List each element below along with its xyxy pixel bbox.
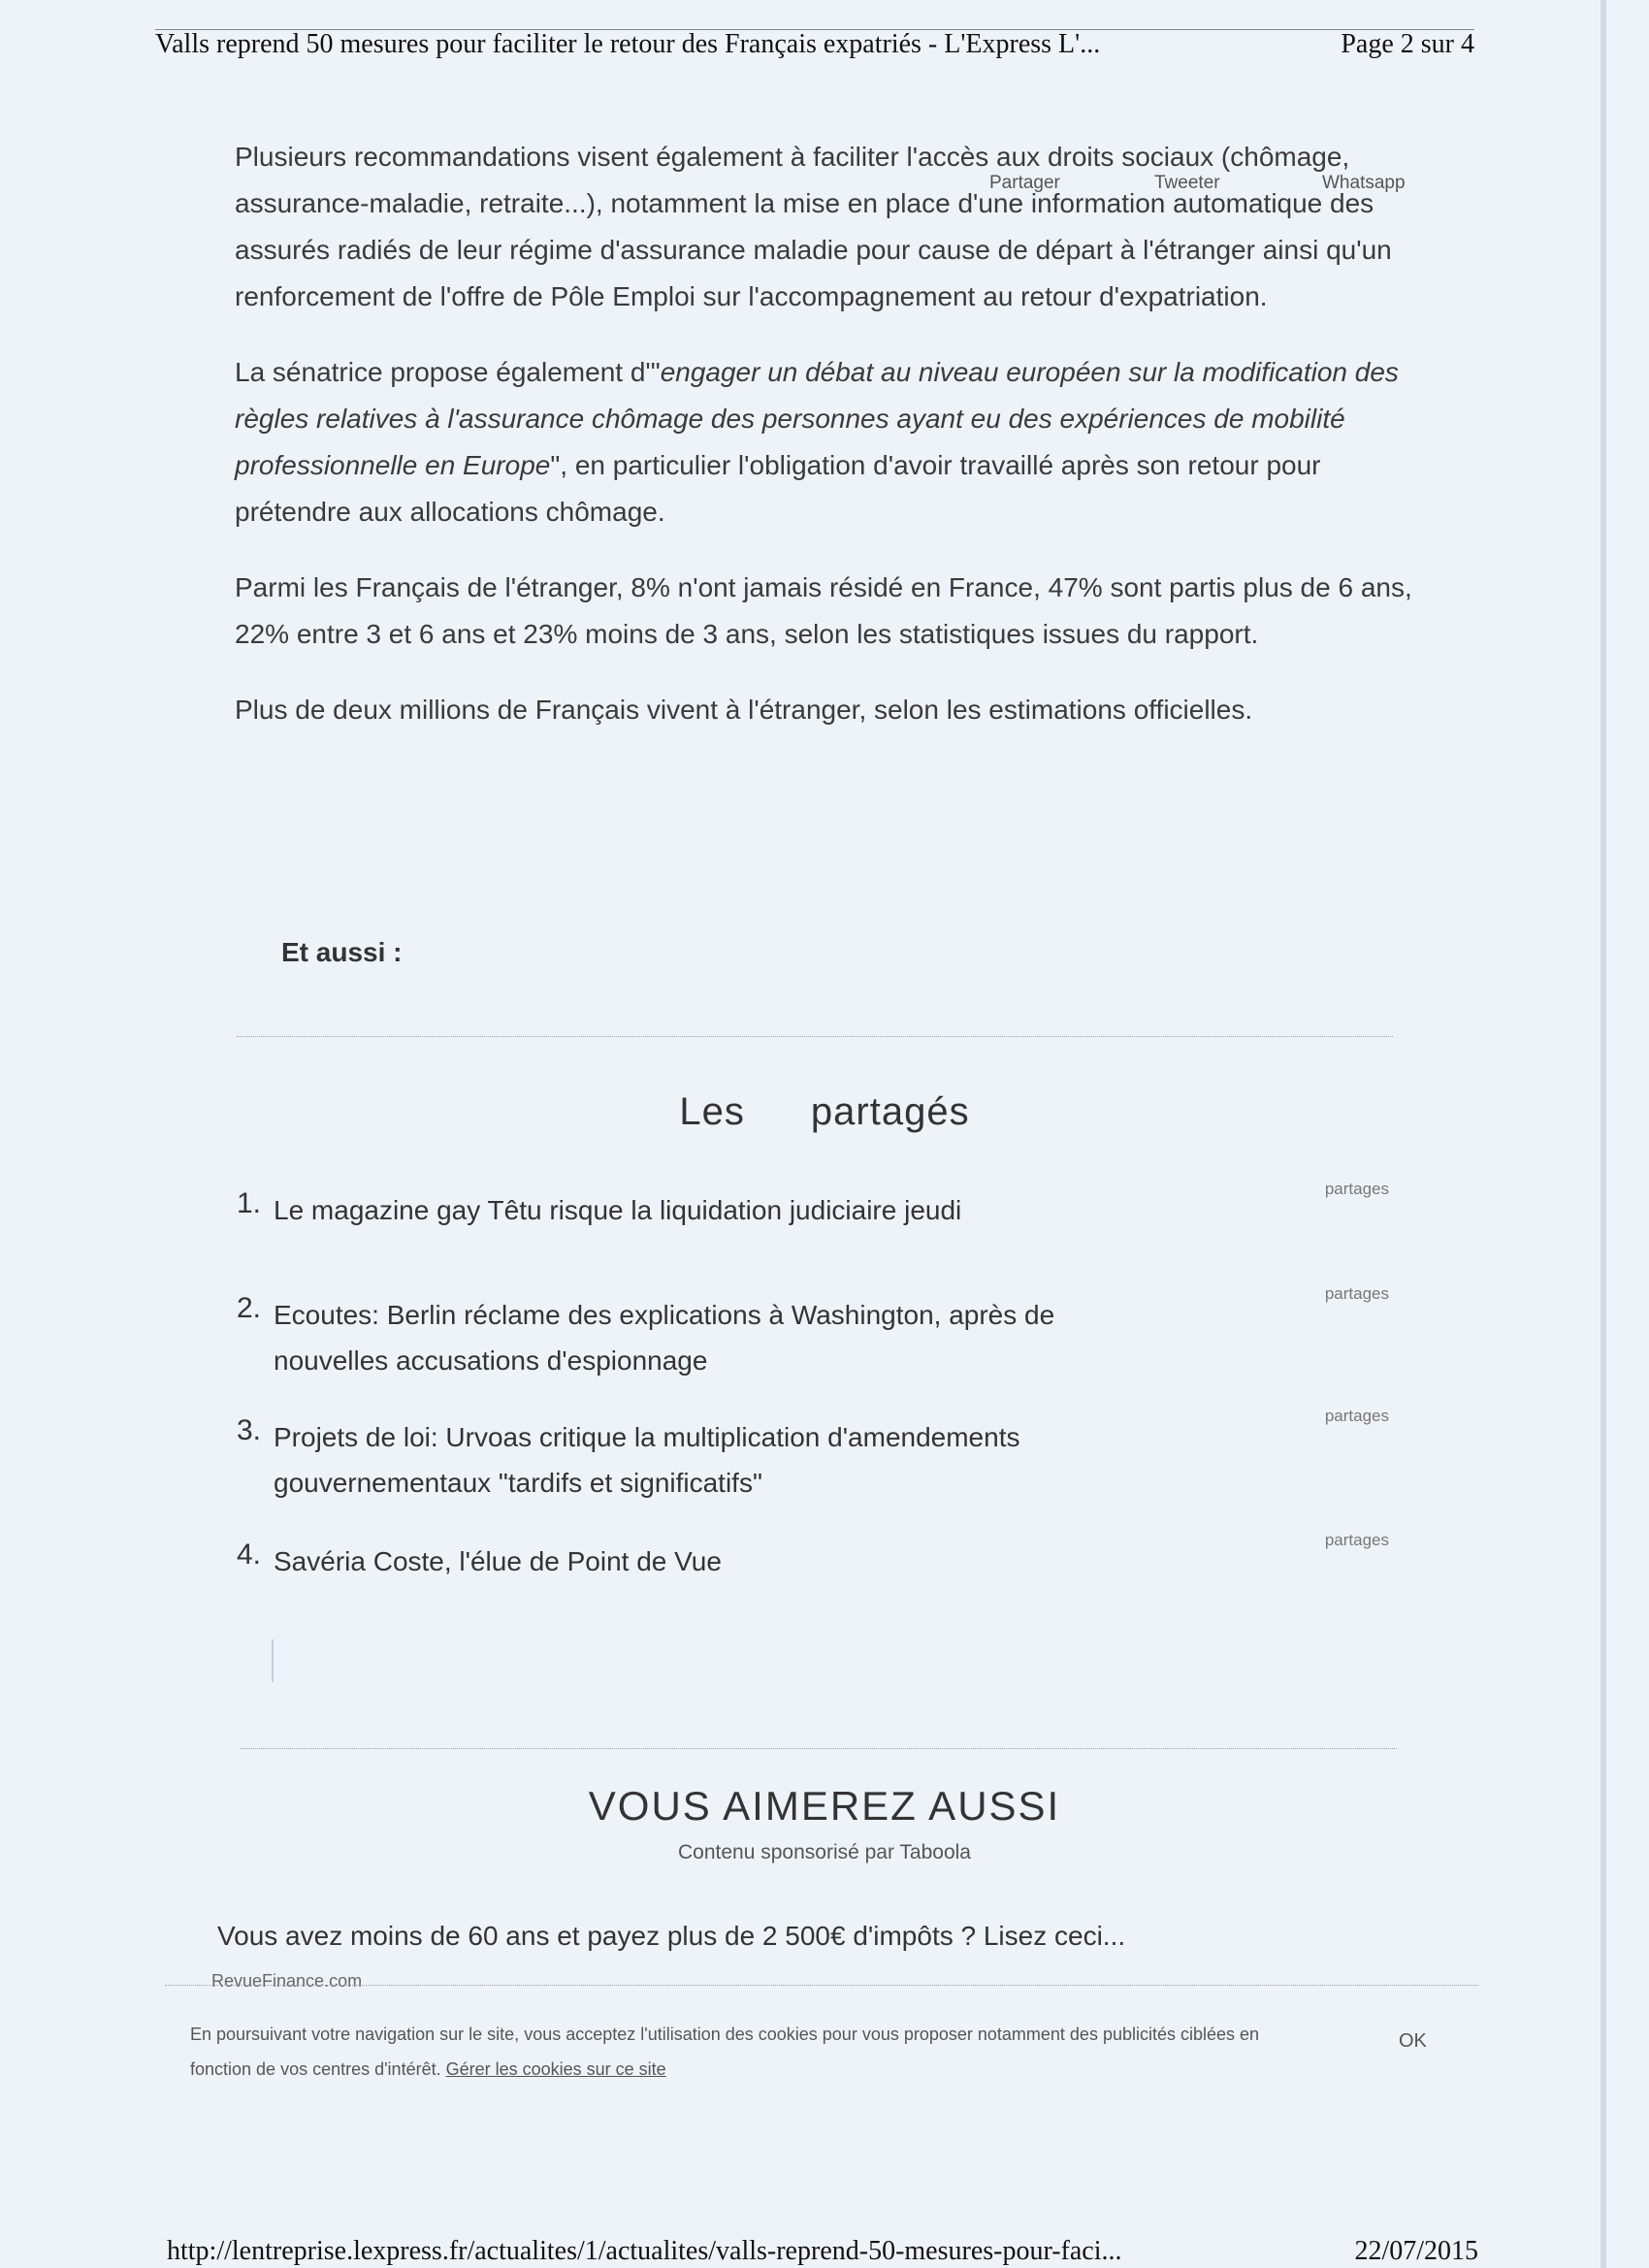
print-footer-url: http://lentreprise.lexpress.fr/actualites/1/actualites/valls-reprend-50-mesures-pour-faci... bbox=[167, 2236, 1122, 2266]
list-item-number: 3. bbox=[237, 1414, 262, 1446]
article-paragraph-2 bbox=[235, 349, 1418, 535]
list-item-link[interactable]: Projets de loi: Urvoas critique la multiplication d'amendements gouvernementaux "tardifs et significatifs" bbox=[274, 1422, 1020, 1498]
list-item-number: 2. bbox=[237, 1292, 262, 1324]
article-paragraph-3: Parmi les Français de l'étranger, 8% n'ont jamais résidé en France, 47% sont partis plus de 6 ans, 22% entre 3 et 6 ans et 23% moins de 3 ans, selon les statistiques issues du rapport. bbox=[235, 572, 1412, 649]
print-header-title: Valls reprend 50 mesures pour faciliter le retour des Français expatriés - L'Express L'... bbox=[155, 29, 1101, 59]
share-count: partages bbox=[1324, 1407, 1389, 1425]
article-paragraph-4: Plus de deux millions de Français vivent à l'étranger, selon les estimations officielles. bbox=[235, 695, 1253, 725]
article-body bbox=[235, 134, 1418, 762]
scan-speck bbox=[272, 1639, 274, 1682]
share-count: partages bbox=[1324, 1284, 1389, 1303]
cookie-ok-button[interactable]: OK bbox=[1399, 2030, 1427, 2052]
tweet-button[interactable]: Tweeter bbox=[1154, 173, 1220, 193]
section-divider bbox=[241, 1748, 1397, 1749]
list-item-link[interactable]: Le magazine gay Têtu risque la liquidation judiciaire jeudi bbox=[274, 1195, 962, 1225]
article-quote: engager un débat au niveau européen sur la modification des règles relatives à l'assurance chômage des personnes ayant eu des expériences de mobilité professionnelle en Europe bbox=[235, 357, 1399, 480]
most-shared-heading bbox=[0, 1090, 1649, 1134]
article-paragraph-1: Plusieurs recommandations visent également à faciliter l'accès aux droits sociaux (chômage, assurance-maladie, retraite...), notamment la mise en place d'une information automatique des assurés radiés de leur régime d'assurance maladie pour cause de départ à l'étranger ainsi qu'un renforcement de l'offre de Pôle Emploi sur l'accompagnement au retour d'expatriation. bbox=[235, 142, 1392, 311]
cookie-settings-link[interactable]: Gérer les cookies sur ce site bbox=[445, 2059, 666, 2079]
share-count: partages bbox=[1324, 1531, 1389, 1549]
print-header-page: Page 2 sur 4 bbox=[1341, 29, 1474, 59]
share-count: partages bbox=[1324, 1180, 1389, 1198]
print-footer-date: 22/07/2015 bbox=[1354, 2236, 1478, 2266]
list-item-link[interactable]: Savéria Coste, l'élue de Point de Vue bbox=[274, 1546, 722, 1576]
sponsored-subtitle: Contenu sponsorisé par Taboola bbox=[678, 1841, 971, 1863]
list-item-number: 1. bbox=[237, 1187, 262, 1219]
list-item-number: 4. bbox=[237, 1539, 262, 1571]
whatsapp-button[interactable]: Whatsapp bbox=[1322, 173, 1406, 193]
cookie-banner bbox=[165, 1985, 1478, 2092]
share-button[interactable]: Partager bbox=[989, 173, 1060, 193]
cookie-text-block bbox=[190, 2017, 1315, 2087]
print-header bbox=[155, 29, 1474, 60]
scan-page-edge bbox=[1600, 0, 1606, 2268]
print-footer bbox=[167, 2236, 1478, 2267]
article-paragraph-2-tail: ", en particulier l'obligation d'avoir travaillé après son retour pour prétendre aux allocations chômage. bbox=[235, 450, 1321, 527]
most-shared-heading-b: partagés bbox=[810, 1090, 970, 1133]
sponsored-link[interactable]: Vous avez moins de 60 ans et payez plus de 2 500€ d'impôts ? Lisez ceci... bbox=[217, 1921, 1126, 1951]
section-divider bbox=[237, 1036, 1393, 1037]
see-also-heading: Et aussi : bbox=[281, 937, 403, 967]
article-paragraph-2-lead: La sénatrice propose également d'" bbox=[235, 357, 661, 387]
sponsored-heading: VOUS AIMEREZ AUSSI bbox=[588, 1783, 1061, 1829]
sponsored-source[interactable]: RevueFinance.com bbox=[211, 1971, 363, 1991]
most-shared-heading-a: Les bbox=[679, 1090, 745, 1133]
list-item-link[interactable]: Ecoutes: Berlin réclame des explications à Washington, après de nouvelles accusations d'espionnage bbox=[274, 1300, 1055, 1376]
cookie-text: En poursuivant votre navigation sur le site, vous acceptez l'utilisation des cookies pour vous proposer notamment des publicités ciblées en fonction de vos centres d'intérêt. bbox=[190, 2025, 1260, 2079]
